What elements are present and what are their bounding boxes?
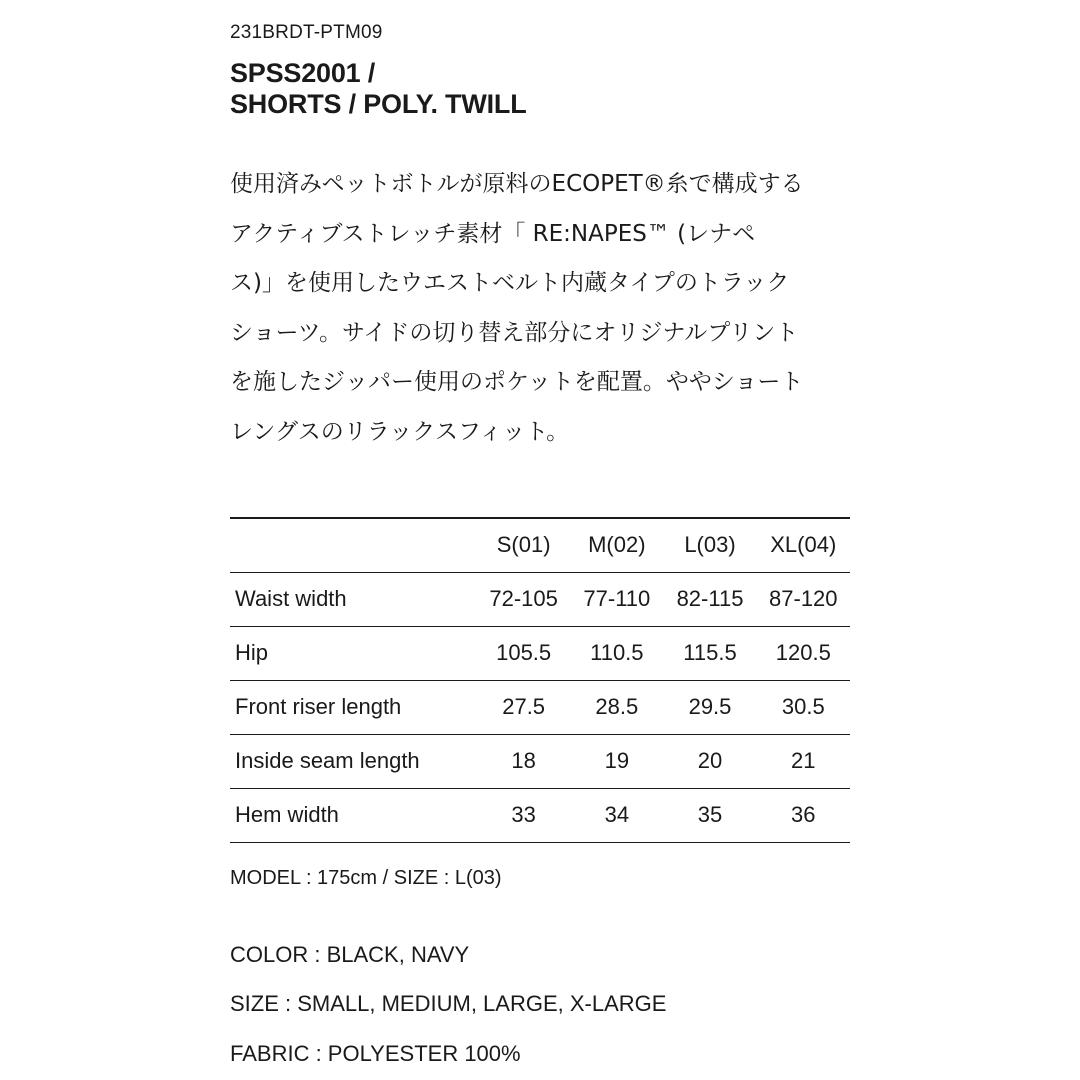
table-cell: 29.5 bbox=[688, 694, 732, 719]
table-cell: 87-120 bbox=[769, 586, 838, 611]
table-cell: 18 bbox=[511, 748, 536, 773]
table-cell: 28.5 bbox=[595, 694, 639, 719]
table-cell: 27.5 bbox=[502, 694, 546, 719]
size-chart-header-row bbox=[230, 518, 850, 572]
table-cell: 34 bbox=[604, 802, 630, 827]
table-row bbox=[230, 680, 850, 734]
table-cell: 21 bbox=[791, 748, 816, 773]
product-sku: 231BRDT-PTM09 bbox=[230, 22, 383, 43]
description-line: を施したジッパー使用のポケットを配置。ややショート bbox=[230, 369, 804, 395]
product-description bbox=[230, 160, 870, 457]
table-cell: 36 bbox=[791, 802, 816, 827]
product-title bbox=[230, 58, 527, 120]
row-label: Inside seam length bbox=[235, 748, 420, 773]
description-line: ス)」を使用したウエストベルト内蔵タイプのトラック bbox=[230, 270, 790, 296]
table-cell: 105.5 bbox=[496, 640, 552, 665]
row-label: Hem width bbox=[235, 802, 339, 827]
table-cell: 72-105 bbox=[489, 586, 558, 611]
table-row bbox=[230, 734, 850, 788]
table-cell: 115.5 bbox=[683, 640, 737, 665]
table-cell: 110.5 bbox=[590, 640, 644, 665]
table-cell: 77-110 bbox=[583, 586, 651, 611]
table-row bbox=[230, 788, 850, 842]
description-line: 使用済みペットボトルが原料のECOPET®糸で構成する bbox=[230, 171, 804, 197]
table-row bbox=[230, 626, 850, 680]
size-header-s: S(01) bbox=[496, 532, 551, 558]
row-label: Front riser length bbox=[235, 694, 402, 719]
size-spec: SIZE : SMALL, MEDIUM, LARGE, X-LARGE bbox=[230, 991, 667, 1016]
table-cell: 19 bbox=[604, 748, 630, 773]
product-title-line-2: SHORTS / POLY. TWILL bbox=[230, 89, 527, 119]
row-label: Waist width bbox=[235, 586, 347, 611]
fabric-spec: FABRIC : POLYESTER 100% bbox=[230, 1041, 521, 1066]
model-info: MODEL : 175cm / SIZE : L(03) bbox=[230, 867, 502, 889]
table-cell: 20 bbox=[697, 748, 723, 773]
size-header-m: M(02) bbox=[588, 532, 646, 558]
size-header-l: L(03) bbox=[684, 532, 736, 558]
table-cell: 30.5 bbox=[781, 694, 825, 719]
description-line: ショーツ。サイドの切り替え部分にオリジナルプリント bbox=[230, 319, 799, 346]
description-line: レングスのリラックスフィット。 bbox=[230, 418, 570, 445]
table-cell: 33 bbox=[511, 802, 536, 827]
size-header-blank bbox=[230, 518, 477, 572]
row-label: Hip bbox=[235, 640, 269, 665]
table-cell: 82-115 bbox=[676, 586, 744, 611]
product-title-line-1: SPSS2001 / bbox=[230, 58, 376, 88]
color-spec: COLOR : BLACK, NAVY bbox=[230, 942, 470, 967]
table-cell: 35 bbox=[697, 802, 723, 827]
table-cell: 120.5 bbox=[775, 640, 831, 665]
size-header-xl: XL(04) bbox=[770, 532, 837, 558]
size-chart-table bbox=[230, 517, 850, 843]
description-line: アクティブストレッチ素材「 RE:NAPES™ (レナペ bbox=[230, 220, 756, 247]
table-row bbox=[230, 572, 850, 626]
